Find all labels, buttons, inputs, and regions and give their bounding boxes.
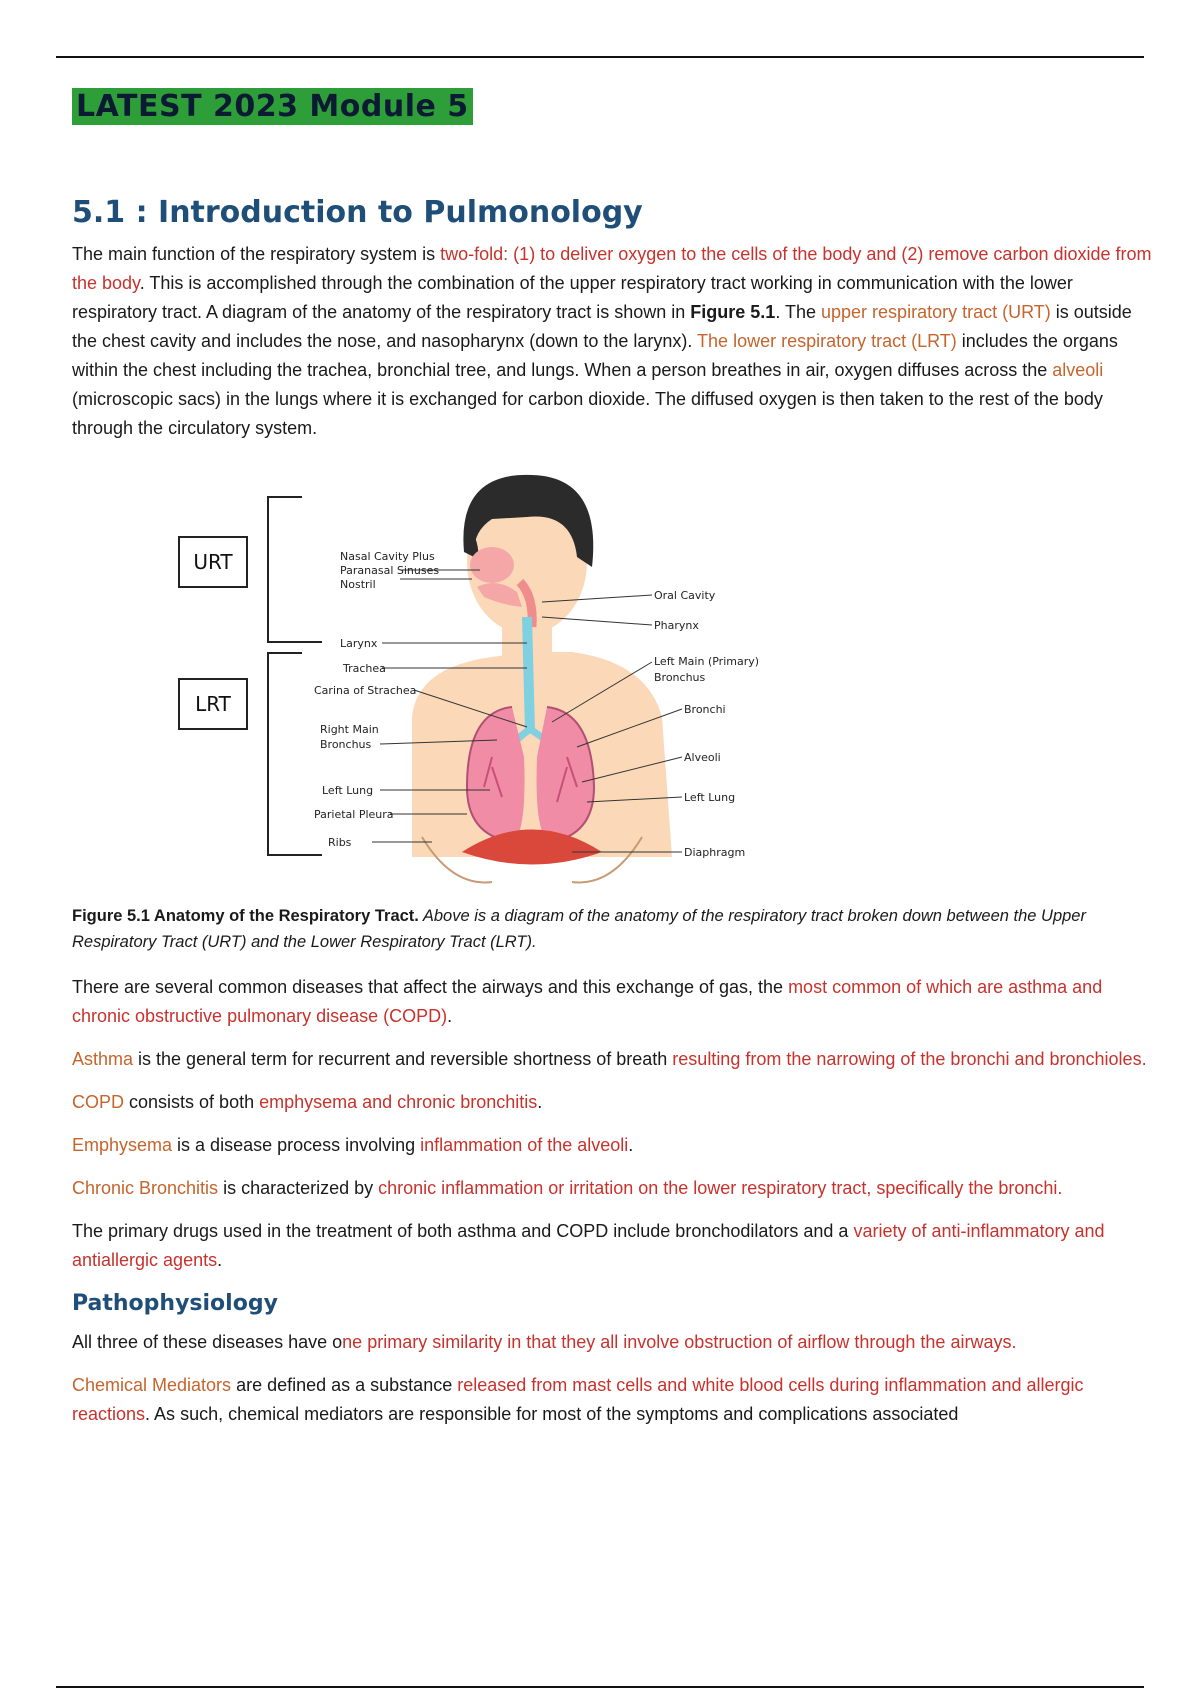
asthma-paragraph: Asthma is the general term for recurrent and reversible shortness of breath resulting from the narrowing of the bronchi and bronchioles. <box>72 1049 1147 1069</box>
label-left-main-1: Left Main (Primary) <box>654 655 760 668</box>
label-diaphragm: Diaphragm <box>684 846 746 859</box>
urt-bracket <box>268 497 322 642</box>
intro-paragraph: The main function of the respiratory system is two-fold: (1) to deliver oxygen to the cells of the body and (2) remove carbon dioxide from the body. This is accomplished through the combination of the upper respiratory tract working in communication with the lower respiratory tract. A diagram of the anatomy of the respiratory tract is shown in Figure 5.1. The upper respiratory tract (URT) is outside the chest cavity and includes the nose, and nasopharynx (down to the larynx). The lower respiratory tract (LRT) includes the organs within the chest including the trachea, bronchial tree, and lungs. When a person breathes in air, oxygen diffuses across the alveoli (microscopic sacs) in the lungs where it is exchanged for carbon dioxide. The diffused oxygen is then taken to the rest of the body through the circulatory system. <box>72 244 1152 438</box>
label-carina: Carina of Strachea <box>314 684 417 697</box>
diseases-paragraph: There are several common diseases that affect the airways and this exchange of gas, the most common of which are asthma and chronic obstructive pulmonary disease (COPD). <box>72 977 1103 1026</box>
module-banner: LATEST 2023 Module 5 <box>72 88 473 125</box>
lrt-box-label: LRT <box>195 692 231 716</box>
label-ribs: Ribs <box>328 836 352 849</box>
copd-paragraph: COPD consists of both emphysema and chronic bronchitis. <box>72 1092 543 1112</box>
chronic-bronchitis-paragraph: Chronic Bronchitis is characterized by chronic inflammation or irritation on the lower respiratory tract, specifically the bronchi. <box>72 1178 1063 1198</box>
label-pharynx: Pharynx <box>654 619 699 632</box>
label-left-lung-left: Left Lung <box>322 784 374 797</box>
section-title: 5.1 : Introduction to Pulmonology <box>72 195 643 230</box>
top-rule <box>56 56 1144 58</box>
emphysema-paragraph: Emphysema is a disease process involving inflammation of the alveoli. <box>72 1135 634 1155</box>
label-bronchi: Bronchi <box>684 703 726 716</box>
respiratory-diagram <box>72 457 1152 897</box>
respiratory-figure <box>72 457 1152 897</box>
label-right-main-1: Right Main <box>320 723 379 736</box>
label-right-main-2: Bronchus <box>320 738 372 751</box>
urt-box-label: URT <box>193 550 233 574</box>
drugs-paragraph: The primary drugs used in the treatment of both asthma and COPD include bronchodilators and a variety of anti-inflammatory and antiallergic agents. <box>72 1221 1105 1270</box>
label-larynx: Larynx <box>340 637 378 650</box>
label-trachea: Trachea <box>343 662 386 675</box>
label-left-main-2: Bronchus <box>654 671 706 684</box>
chemical-mediators-paragraph: Chemical Mediators are defined as a substance released from mast cells and white blood cells during inflammation and allergic reactions. As such, chemical mediators are responsible for most of the symptoms and complications associated <box>72 1375 1084 1424</box>
bottom-rule <box>56 1686 1144 1688</box>
figure-caption: Figure 5.1 Anatomy of the Respiratory Tract. Above is a diagram of the anatomy of the respiratory tract broken down between the Upper Respiratory Tract (URT) and the Lower Respiratory Tract (LRT). <box>72 907 1086 951</box>
label-alveoli: Alveoli <box>684 751 721 764</box>
pathophysiology-heading: Pathophysiology <box>72 1291 278 1316</box>
body-illustration <box>412 475 672 883</box>
label-nasal-1: Nasal Cavity Plus <box>340 550 435 563</box>
similarity-paragraph: All three of these diseases have one primary similarity in that they all involve obstruction of airflow through the airways. <box>72 1332 1017 1352</box>
document-page <box>72 88 1152 1443</box>
label-nostril: Nostril <box>340 578 376 591</box>
label-oral-cavity: Oral Cavity <box>654 589 716 602</box>
label-nasal-2: Paranasal Sinuses <box>340 564 440 577</box>
label-parietal-pleura: Parietal Pleura <box>314 808 394 821</box>
label-left-lung-right: Left Lung <box>684 791 736 804</box>
